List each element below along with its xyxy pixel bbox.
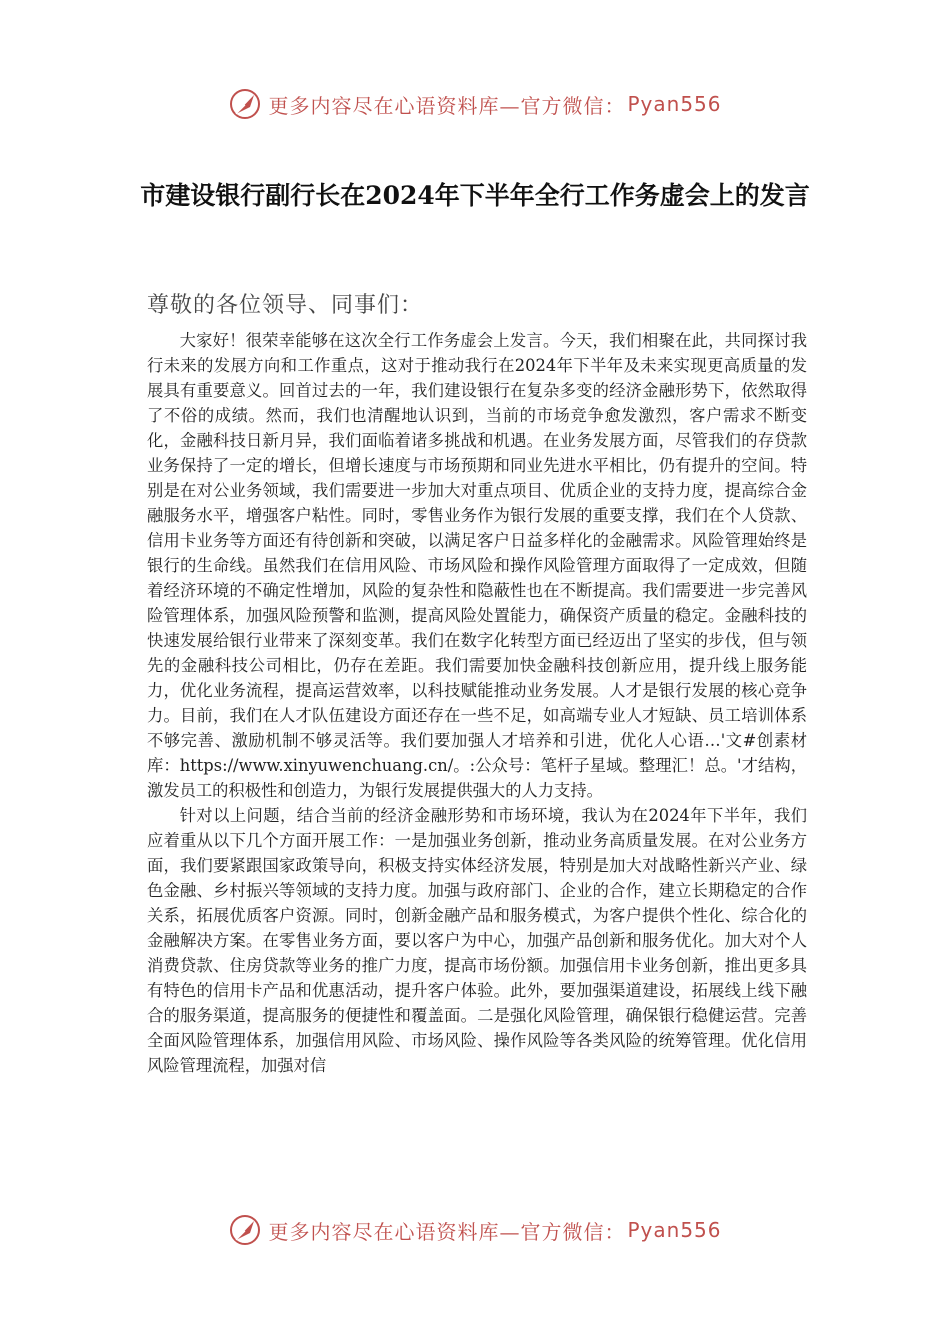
quill-logo-icon <box>228 87 262 121</box>
document-title: 市建设银行副行长在2024年下半年全行工作务虚会上的发言 <box>140 181 810 210</box>
paragraph: 大家好！很荣幸能够在这次全行工作务虚会上发言。今天，我们相聚在此，共同探讨我行未来的发展方向和工作重点，这对于推动我行在2024年下半年及未来实现更高质量的发展具有重要意义。回首过去的一年，我们建设银行在复杂多变的经济金融形势下，依然取得了不俗的成绩。然而，我们也清醒地认识到，当前的市场竞争愈发激烈，客户需求不断变化，金融科技日新月异，我们面临着诸多挑战和机遇。在业务发展方面，尽管我们的存贷款业务保持了一定的增长，但增长速度与市场预期和同业先进水平相比，仍有提升的空间。特别是在对公业务领域，我们需要进一步加大对重点项目、优质企业的支持力度，提高综合金融服务水平，增强客户粘性。同时，零售业务作为银行发展的重要支撑，我们在个人贷款、信用卡业务等方面还有待创新和突破，以满足客户日益多样化的金融需求。风险管理始终是银行的生命线。虽然我们在信用风险、市场风险和操作风险管理方面取得了一定成效，但随着经济环境的不确定性增加，风险的复杂性和隐蔽性也在不断提高。我们需要进一步完善风险管理体系，加强风险预警和监测，提高风险处置能力，确保资产质量的稳定。金融科技的快速发展给银行业带来了深刻变革。我们在数字化转型方面已经迈出了坚实的步伐，但与领先的金融科技公司相比，仍存在差距。我们需要加快金融科技创新应用，提升线上服务能力，优化业务流程，提高运营效率，以科技赋能推动业务发展。人才是银行发展的核心竞争力。目前，我们在人才队伍建设方面还存在一些不足，如高端专业人才短缺、员工培训体系不够完善、激励机制不够灵活等。我们要加强人才培养和引进，优化人心语…'文#创素材库：https://www.xinyuwenchuang.cn/。:公众号：笔杆子星域。整理汇！总。'才结构，激发员工的积极性和创造力，为银行发展提供强大的人力支持。 <box>147 331 807 800</box>
document-body <box>147 328 807 1078</box>
header-banner-brand: Pyan556 <box>627 92 722 116</box>
greeting: 尊敬的各位领导、同事们： <box>147 293 424 318</box>
footer-banner-text: 更多内容尽在心语资料库—官方微信： <box>268 1219 626 1244</box>
footer-banner <box>0 1210 950 1250</box>
paragraph: 针对以上问题，结合当前的经济金融形势和市场环境，我认为在2024年下半年，我们应着重从以下几个方面开展工作：一是加强业务创新，推动业务高质量发展。在对公业务方面，我们要紧跟国家政策导向，积极支持实体经济发展，特别是加大对战略性新兴产业、绿色金融、乡村振兴等领域的支持力度。加强与政府部门、企业的合作，建立长期稳定的合作关系，拓展优质客户资源。同时，创新金融产品和服务模式，为客户提供个性化、综合化的金融解决方案。在零售业务方面，要以客户为中心，加强产品创新和服务优化。加大对个人消费贷款、住房贷款等业务的推广力度，提高市场份额。加强信用卡业务创新，推出更多具有特色的信用卡产品和优惠活动，提升客户体验。此外，要加强渠道建设，拓展线上线下融合的服务渠道，提高服务的便捷性和覆盖面。二是强化风险管理，确保银行稳健运营。完善全面风险管理体系，加强信用风险、市场风险、操作风险等各类风险的统筹管理。优化信用风险管理流程，加强对信 <box>147 806 807 1075</box>
header-banner <box>0 84 950 124</box>
footer-banner-brand: Pyan556 <box>627 1218 722 1242</box>
header-banner-text: 更多内容尽在心语资料库—官方微信： <box>268 93 626 118</box>
quill-logo-icon <box>228 1213 262 1247</box>
